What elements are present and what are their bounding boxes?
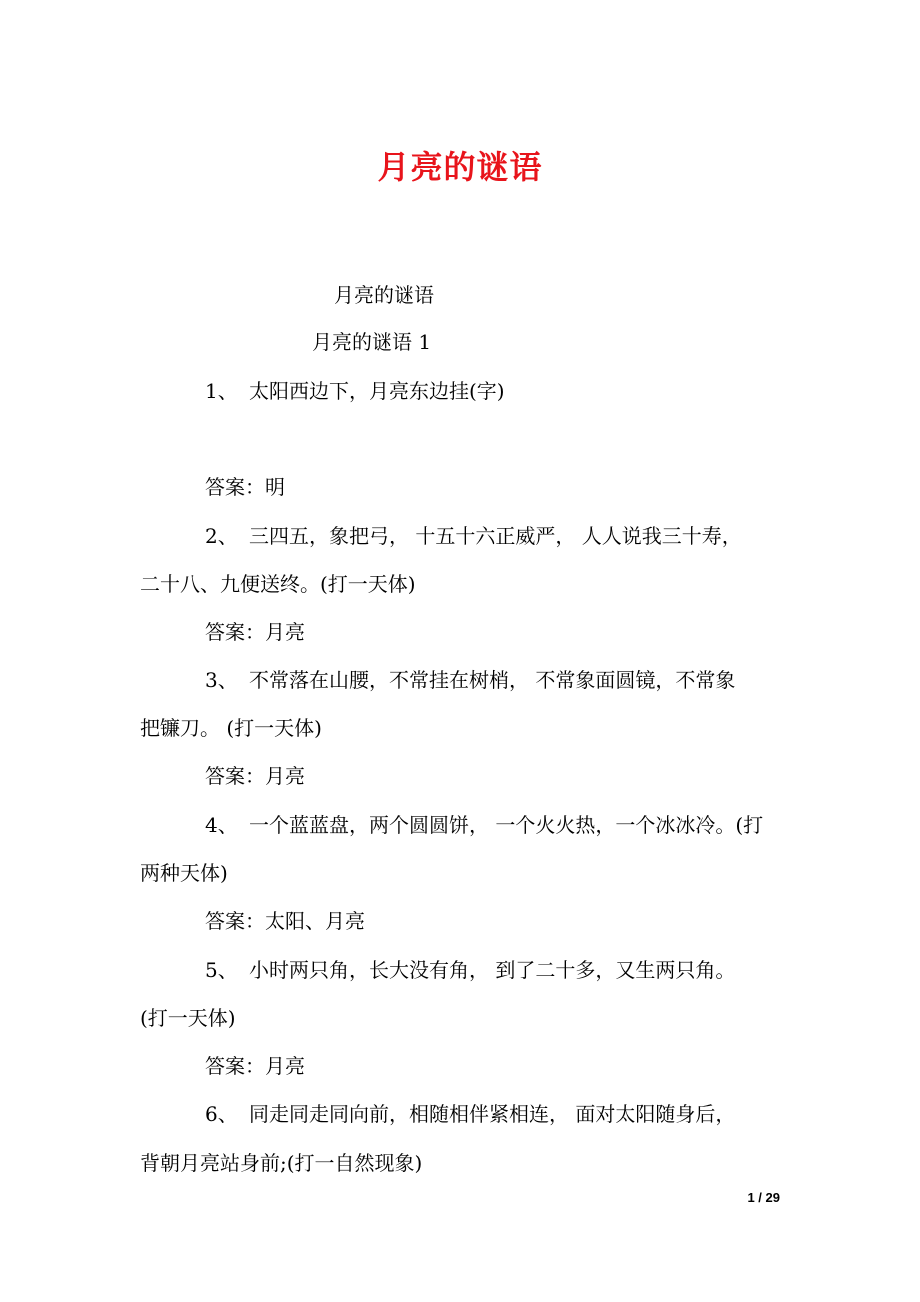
- riddle-1-question: [205, 377, 505, 405]
- riddle-2-line1: 三四五，象把弓， 十五十六正威严， 人人说我三十寿，: [249, 524, 742, 548]
- riddle-4-number: 4、: [205, 813, 238, 837]
- riddle-2-line2: 二十八、九便送终。(打一天体): [140, 572, 416, 596]
- riddle-6-question: [205, 1100, 735, 1128]
- riddle-2-question: [205, 522, 742, 550]
- riddle-5-line2: (打一天体): [140, 1006, 236, 1030]
- riddle-3-line1: 不常落在山腰，不常挂在树梢， 不常象面圆镜，不常象: [249, 668, 736, 692]
- riddle-6-number: 6、: [205, 1102, 238, 1126]
- riddle-5-answer: 答案：月亮: [205, 1054, 305, 1078]
- riddle-3-answer: 答案：月亮: [205, 764, 305, 788]
- riddle-3-question: [205, 666, 735, 694]
- riddle-5-line1: 小时两只角，长大没有角， 到了二十多，又生两只角。: [249, 958, 736, 982]
- riddle-4-line2: 两种天体): [140, 861, 228, 885]
- riddle-6-line1: 同走同走同向前，相随相伴紧相连， 面对太阳随身后，: [249, 1102, 736, 1126]
- riddle-1-answer: 答案：明: [205, 475, 285, 499]
- riddle-5-number: 5、: [205, 958, 238, 982]
- riddle-3-line2: 把镰刀。 (打一天体): [140, 716, 322, 740]
- riddle-5-question: [205, 956, 735, 984]
- riddle-1-number: 1、: [205, 379, 238, 403]
- subtitle: 月亮的谜语: [334, 283, 434, 307]
- riddle-3-number: 3、: [205, 668, 238, 692]
- riddle-4-question: [205, 811, 763, 839]
- page-indicator: 1 / 29: [747, 1190, 780, 1205]
- document-title: 月亮的谜语: [377, 148, 543, 186]
- riddle-2-number: 2、: [205, 524, 238, 548]
- section-heading: 月亮的谜语 1: [312, 330, 432, 354]
- riddle-1-line1: 太阳西边下，月亮东边挂(字): [249, 379, 505, 403]
- riddle-6-line2: 背朝月亮站身前;(打一自然现象): [140, 1151, 423, 1175]
- riddle-4-answer: 答案：太阳、月亮: [205, 909, 365, 933]
- riddle-4-line1: 一个蓝蓝盘，两个圆圆饼， 一个火火热，一个冰冰冷。(打: [249, 813, 764, 837]
- riddle-2-answer: 答案：月亮: [205, 620, 305, 644]
